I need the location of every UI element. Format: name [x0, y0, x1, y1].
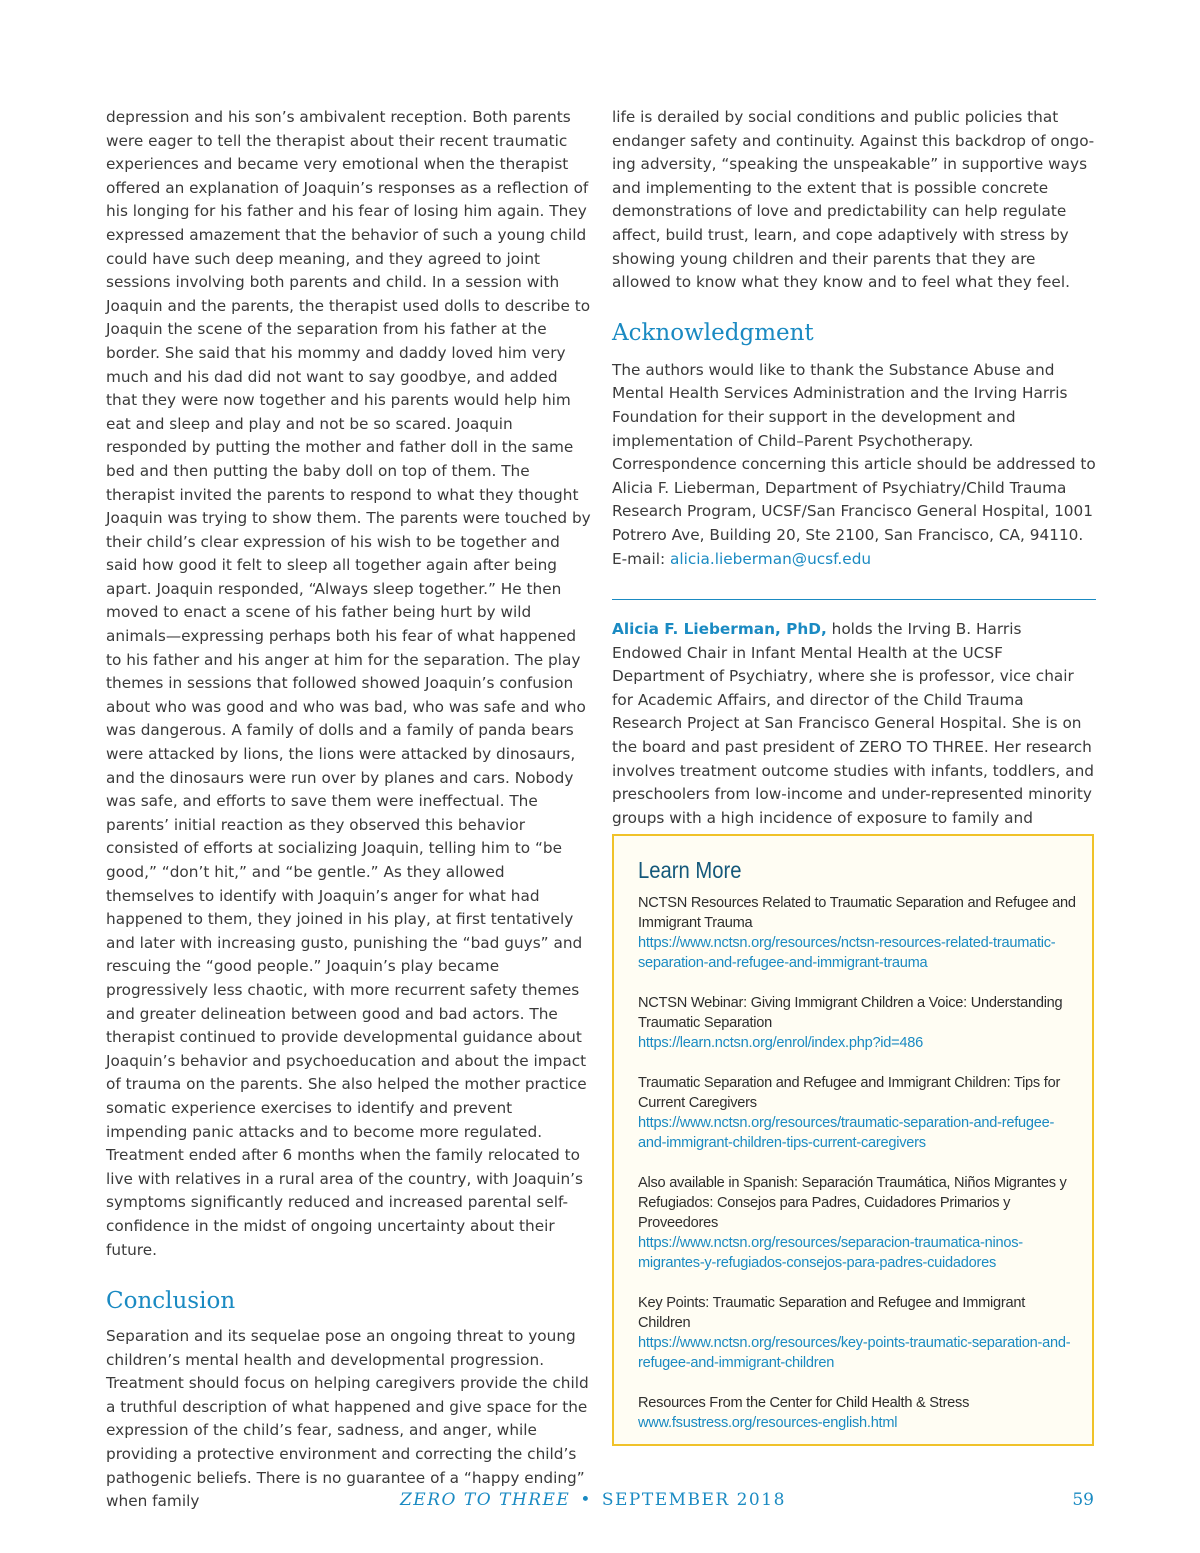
resource-item: [638, 1393, 1076, 1433]
conclusion-paragraph: Separation and its sequelae pose an ongoing threat to young children’s mental health and developmental progression. Treatment should focus on helping caregivers provide the child a truthful description of what happened and give space for the expression of the child’s fear, sadness, and anger, while providing a protective environment and correcting the child’s pathogenic beliefs. There is no guarantee of a “happy ending” when family: [106, 1327, 589, 1511]
resource-link[interactable]: https://learn.nctsn.org/enrol/index.php?id=486: [638, 1035, 924, 1051]
acknowledgment-heading: Acknowledgment: [612, 319, 814, 346]
resource-item: [638, 1173, 1076, 1273]
resource-title: Key Points: Traumatic Separation and Refugee and Immigrant Children: [638, 1295, 1026, 1331]
resource-link[interactable]: https://www.nctsn.org/resources/traumatic-separation-and-refugee-and-immigrant-children-tips-current-caregivers: [638, 1115, 1055, 1151]
resource-link[interactable]: https://www.nctsn.org/resources/key-points-traumatic-separation-and-refugee-and-immigrant-children: [638, 1335, 1071, 1371]
issue-date: SEPTEMBER 2018: [601, 1490, 786, 1510]
learn-more-heading: Learn More: [638, 857, 742, 883]
resource-title: Also available in Spanish: Separación Traumática, Niños Migrantes y Refugiados: Consejos para Padres, Cuidadores Primarios y Proveedores: [638, 1175, 1067, 1231]
author-bio-text: holds the Irving B. Harris Endowed Chair in Infant Mental Health at the UCSF Department of Psychiatry, where she is professor, vice chair for Academic Affairs, and director of the Child Trauma Research Project at San Francisco General Hospital. She is on the board and past president of ZERO TO THREE. Her research involves treatment outcome studies with infants, toddlers, and preschoolers from low-income and under-represented minority groups with a high incidence of exposure to family and: [612, 620, 1094, 827]
email-link[interactable]: alicia.lieberman@ucsf.edu: [669, 549, 872, 568]
body-paragraph-continued: life is derailed by social conditions and public policies that endanger safety and continuity. Against this backdrop of ongoing adversity, “speaking the unspeakable” in supportive ways and implementing to the extent that is possible concrete demonstrations of love and predictability can help regulate affect, build trust, learn, and cope adaptively with stress by showing young children and their parents that they are allowed to know what they know and to feel what they feel.: [612, 108, 1095, 292]
body-paragraph: depression and his son’s ambivalent reception. Both parents were eager to tell the therapist about their recent traumatic experiences and became very emotional when the therapist offered an explanation of Joaquin’s responses as a reflection of his longing for his father and his fear of losing him again. They expressed amazement that the behavior of such a young child could have such deep meaning, and they agreed to joint sessions involving both parents and child. In a session with Joaquin and the parents, the therapist used dolls to describe to Joaquin the scene of the separation from his father at the border. She said that his mommy and daddy loved him very much and his dad did not want to say goodbye, and added that they were now together and his parents would help him eat and sleep and play and not be so scared. Joaquin responded by putting the mother and father doll in the same bed and then putting the baby doll on top of them. The therapist invited the parents to respond to what they thought Joaquin was trying to show them. The parents were touched by their child’s clear expression of his wish to be together and said how good it felt to sleep all together again after being apart. Joaquin responded, “Always sleep together.” He then moved to enact a scene of his father being hurt by wild animals—expressing perhaps both his fear of what happened to his father and his anger at him for the separation. The play themes in sessions that followed showed Joaquin’s confusion about who was good and who was bad, who was safe and who was dangerous. A family of dolls and a family of panda bears were attacked by lions, the lions were attacked by dinosaurs, and the dinosaurs were run over by planes and cars. Nobody was safe, and efforts to save them were ineffectual. The parents’ initial reaction as they observed this behavior consisted of efforts at socializing Joaquin, telling him to “be good,” “don’t hit,” and “be gentle.” As they allowed themselves to identify with Joaquin’s anger for what had happened to them, they joined in his play, at first tentatively and later with increasing gusto, punishing the “bad guys” and rescuing the “good people.” Joaquin’s play became progressively less chaotic, with more recurrent safety themes and greater delineation between good and bad actors. The therapist continued to provide developmental guidance about Joaquin’s behavior and psychoeducation and about the impact of trauma on the parents. She also helped the mother practice somatic experience exercises to identify and prevent impending panic attacks and to become more regulated. Treatment ended after 6 months when the family relocated to live with relatives in a rural area of the country, with Joaquin’s symptoms significantly reduced and increased parental self-confidence in the midst of ongoing uncertainty about their future.: [106, 108, 591, 1259]
resource-item: [638, 993, 1076, 1053]
page-footer: [0, 1490, 1200, 1516]
resource-link[interactable]: www.fsustress.org/resources-english.html: [638, 1415, 898, 1431]
section-divider: [612, 599, 1096, 600]
footer-masthead: [400, 1490, 786, 1510]
bullet-separator: •: [580, 1490, 592, 1510]
resource-title: Traumatic Separation and Refugee and Immigrant Children: Tips for Current Caregivers: [638, 1075, 1061, 1111]
resource-title: NCTSN Resources Related to Traumatic Separation and Refugee and Immigrant Trauma: [638, 895, 1076, 931]
resource-title: NCTSN Webinar: Giving Immigrant Children a Voice: Understanding Traumatic Separation: [638, 995, 1063, 1031]
learn-more-box: [612, 834, 1094, 1446]
resource-link[interactable]: https://www.nctsn.org/resources/separacion-traumatica-ninos-migrantes-y-refugiados-consejos-para-padres-cuidadores: [638, 1235, 1023, 1271]
resource-link[interactable]: https://www.nctsn.org/resources/nctsn-resources-related-traumatic-separation-and-refugee-and-immigrant-trauma: [638, 935, 1056, 971]
author-bio: [612, 618, 1096, 854]
acknowledgment-text: The authors would like to thank the Substance Abuse and Mental Health Services Administration and the Irving Harris Foundation for their support in the development and implementation of Child–Parent Psychotherapy. Correspondence concerning this article should be addressed to Alicia F. Lieberman, Department of Psychiatry/Child Trauma Research Program, UCSF/San Francisco General Hospital, 1001 Potrero Ave, Building 20, Ste 2100, San Francisco, CA, 94110. E-mail:: [612, 360, 1096, 568]
author-name: Alicia F. Lieberman, PhD,: [612, 620, 827, 639]
magazine-name: ZERO TO THREE: [400, 1490, 571, 1510]
conclusion-heading: Conclusion: [106, 1288, 236, 1315]
resource-item: [638, 1293, 1076, 1373]
resource-item: [638, 893, 1076, 973]
right-column: [612, 106, 1096, 854]
acknowledgment-paragraph: [612, 359, 1096, 571]
left-column: [106, 106, 592, 1514]
page-number: 59: [1072, 1490, 1094, 1510]
resource-title: Resources From the Center for Child Health & Stress: [638, 1395, 970, 1411]
resource-item: [638, 1073, 1076, 1153]
